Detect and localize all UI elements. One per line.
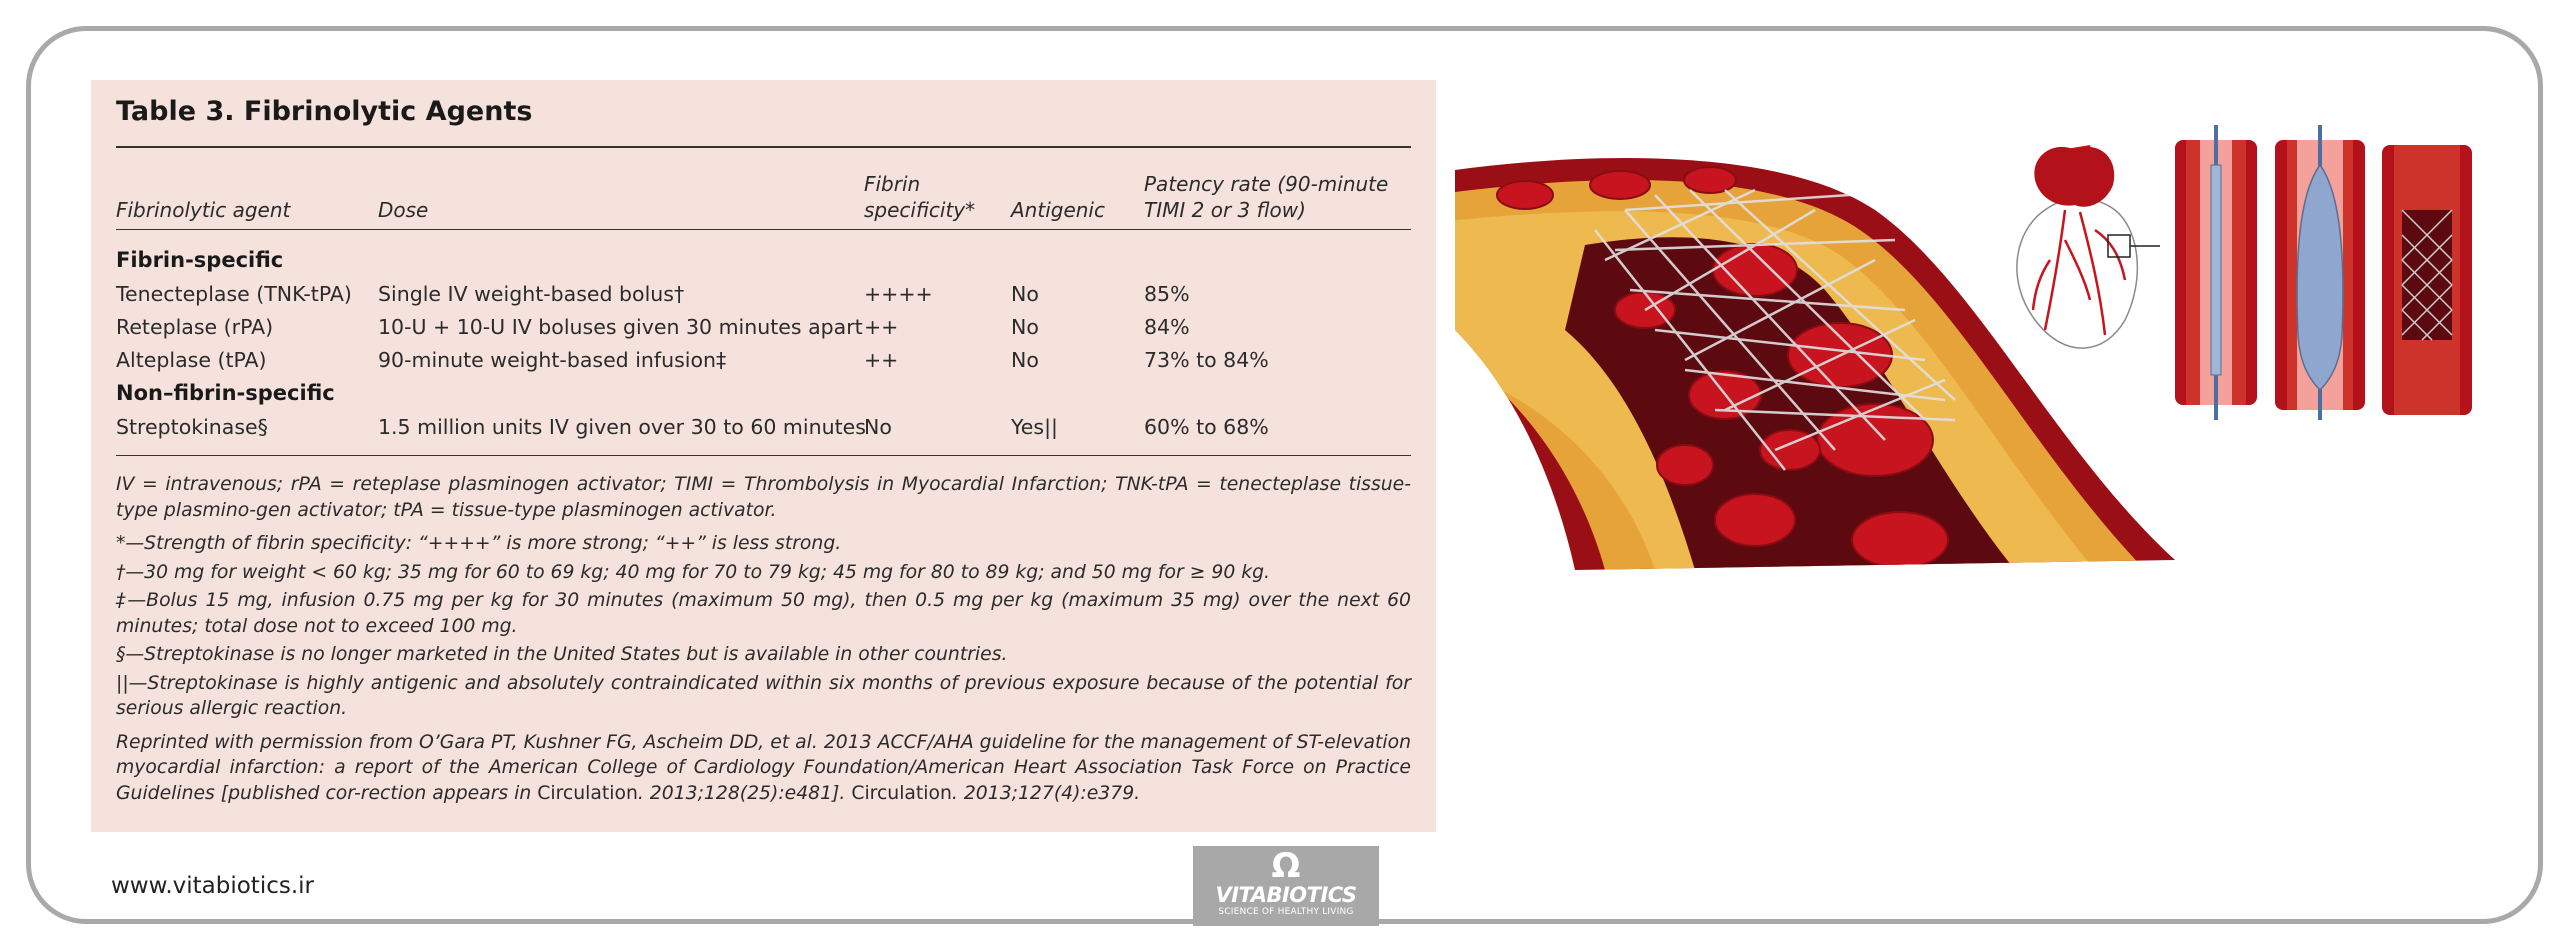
- reprint-text-2: . 2013;128(25):e481].: [637, 782, 852, 804]
- cell-agent: Reteplase (rPA): [116, 315, 274, 339]
- cell-patency: 73% to 84%: [1144, 348, 1269, 372]
- heart-illustration: [2005, 140, 2165, 380]
- cell-agent: Alteplase (tPA): [116, 348, 267, 372]
- cell-fibrin: No: [864, 415, 892, 439]
- cell-fibrin: ++++: [864, 282, 933, 306]
- cell-fibrin: ++: [864, 315, 899, 339]
- footnote-reprint: [116, 730, 1411, 807]
- table-bottom-rule: [116, 455, 1411, 456]
- header-fibrin-line2: specificity*: [864, 198, 976, 222]
- omega-icon: Ω: [1271, 846, 1301, 886]
- stent-stage-2: [2275, 125, 2365, 420]
- cell-patency: 84%: [1144, 315, 1190, 339]
- group-fibrin-specific: Fibrin-specific: [116, 248, 284, 272]
- footnote-star: *—Strength of fibrin specificity: “++++” is more strong; “++” is less strong.: [116, 533, 842, 554]
- footer-url[interactable]: www.vitabiotics.ir: [111, 873, 315, 899]
- header-antigenic: Antigenic: [1011, 198, 1105, 222]
- header-patency-line2: TIMI 2 or 3 flow): [1144, 198, 1306, 222]
- cell-dose: 90-minute weight-based infusion‡: [378, 348, 727, 372]
- cell-patency: 60% to 68%: [1144, 415, 1269, 439]
- cell-dose: 1.5 million units IV given over 30 to 60 minutes: [378, 415, 866, 439]
- table-top-rule: [116, 146, 1411, 148]
- footnote-pipe: ||—Streptokinase is highly antigenic and absolutely contraindicated within six months of previous exposure because of the potential for serious allergic reaction.: [116, 672, 1411, 719]
- footnote-section: §—Streptokinase is no longer marketed in the United States but is available in other countries.: [116, 644, 1008, 665]
- header-rule: [116, 229, 1411, 230]
- header-dose: Dose: [378, 198, 429, 222]
- logo-tagline: SCIENCE OF HEALTHY LIVING: [1218, 907, 1354, 917]
- reprint-text: Reprinted with permission from O’Gara PT, Kushner FG, Ascheim DD, et al. 2013 ACCF/AHA guideline for the management of ST-elevation myocardial infarction: a report of the American College of Cardiology Foundation/American Heart Association Task Force on Practice Guidelines [published cor-rection appears in: [116, 731, 1411, 804]
- header-fibrin-line1: Fibrin: [864, 172, 921, 196]
- cell-fibrin: ++: [864, 348, 899, 372]
- header-fibrin: [864, 171, 975, 223]
- table-footnotes: [116, 472, 1411, 814]
- footnote-abbreviations: IV = intravenous; rPA = reteplase plasminogen activator; TIMI = Thrombolysis in Myocardial Infarction; TNK-tPA = tenecteplase tissue-type plasmino-gen activator; tPA = tissue-type plasminogen activator.: [116, 474, 1411, 521]
- header-patency: [1144, 171, 1388, 223]
- group-non-fibrin-specific: Non–fibrin-specific: [116, 381, 335, 405]
- cell-dose: Single IV weight-based bolus†: [378, 282, 685, 306]
- footnote-dagger: †—30 mg for weight < 60 kg; 35 mg for 60 to 69 kg; 40 mg for 70 to 79 kg; 45 mg for 80 to 89 kg; and 50 mg for ≥ 90 kg.: [116, 561, 1271, 583]
- cell-antigenic: No: [1011, 348, 1039, 372]
- footnote-double-dagger: ‡—Bolus 15 mg, infusion 0.75 mg per kg for 30 minutes (maximum 50 mg), then 0.5 mg per kg (maximum 35 mg) over the next 60 minutes; total dose not to exceed 100 mg.: [116, 590, 1411, 637]
- vitabiotics-logo: [1193, 846, 1379, 926]
- cell-patency: 85%: [1144, 282, 1190, 306]
- cell-antigenic: No: [1011, 282, 1039, 306]
- cell-agent: Streptokinase§: [116, 415, 268, 439]
- cell-antigenic: Yes||: [1011, 415, 1058, 439]
- reprint-journal: Circulation: [537, 782, 638, 804]
- stent-stage-1: [2175, 125, 2257, 420]
- cell-dose: 10-U + 10-U IV boluses given 30 minutes apart: [378, 315, 863, 339]
- cell-agent: Tenecteplase (TNK-tPA): [116, 282, 352, 306]
- header-agent: Fibrinolytic agent: [116, 198, 291, 222]
- header-patency-line1: Patency rate (90-minute: [1144, 172, 1389, 196]
- logo-brand: VITABIOTICS: [1215, 883, 1357, 907]
- table-title: Table 3. Fibrinolytic Agents: [116, 96, 533, 127]
- reprint-text-3: . 2013;127(4):e379.: [951, 782, 1141, 804]
- stent-stage-3: [2382, 145, 2472, 415]
- reprint-journal-2: Circulation: [851, 782, 952, 804]
- fibrinolytic-table: [91, 80, 1436, 832]
- cell-antigenic: No: [1011, 315, 1039, 339]
- stent-stage-illustration: [2170, 125, 2480, 420]
